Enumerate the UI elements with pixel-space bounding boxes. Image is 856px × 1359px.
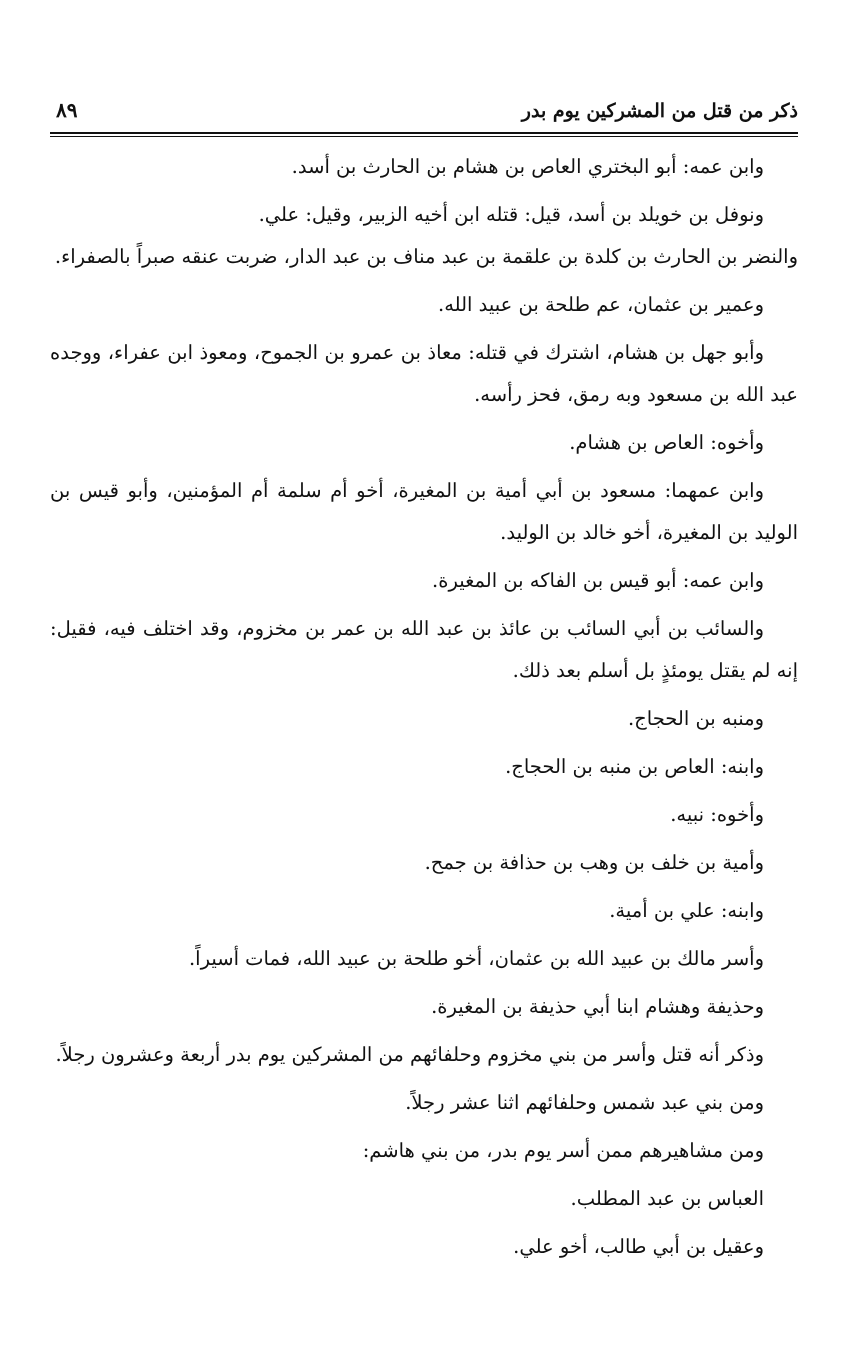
paragraph: وأخوه: العاص بن هشام. <box>569 431 764 454</box>
paragraph: ومنبه بن الحجاج. <box>627 707 764 730</box>
paragraph: وعقيل بن أبي طالب، أخو علي. <box>513 1235 764 1258</box>
paragraph: وابنه: علي بن أمية. <box>609 899 764 922</box>
paragraph: وابن عمه: أبو قيس بن الفاكه بن المغيرة. <box>432 569 764 592</box>
page-header <box>50 96 798 134</box>
body-text <box>50 146 798 1268</box>
paragraph: وأبو جهل بن هشام، اشترك في قتله: معاذ بن عمرو بن الجموح، ومعوذ ابن عفراء، ووجده عبد الله بن مسعود وبه رمق، فحز رأسه. <box>50 341 798 406</box>
page-number: ٨٩ <box>56 98 78 122</box>
paragraph: ونوفل بن خويلد بن أسد، قيل: قتله ابن أخيه الزبير، وقيل: علي. <box>258 203 764 226</box>
paragraph: وذكر أنه قتل وأسر من بني مخزوم وحلفائهم من المشركين يوم بدر أربعة وعشرون رجلاً. <box>55 1043 764 1066</box>
paragraph: ومن مشاهيرهم ممن أسر يوم بدر، من بني هاشم: <box>362 1139 764 1162</box>
paragraph: وأمية بن خلف بن وهب بن حذافة بن جمح. <box>424 851 764 874</box>
paragraph: وابن عمهما: مسعود بن أبي أمية بن المغيرة، أخو أم سلمة أم المؤمنين، وأبو قيس بن الوليد بن المغيرة، أخو خالد بن الوليد. <box>50 479 798 544</box>
book-page <box>50 96 798 1274</box>
paragraph: وعمير بن عثمان، عم طلحة بن عبيد الله. <box>438 293 764 316</box>
paragraph: العباس بن عبد المطلب. <box>570 1187 764 1210</box>
paragraph: وأخوه: نبيه. <box>670 803 764 826</box>
paragraph: وحذيفة وهشام ابنا أبي حذيفة بن المغيرة. <box>431 995 764 1018</box>
paragraph: ومن بني عبد شمس وحلفائهم اثنا عشر رجلاً. <box>405 1091 764 1114</box>
paragraph: والسائب بن أبي السائب بن عائذ بن عبد الله بن عمر بن مخزوم، وقد اختلف فيه، فقيل: إنه لم يقتل يومئذٍ بل أسلم بعد ذلك. <box>50 617 798 682</box>
paragraph: وابنه: العاص بن منبه بن الحجاج. <box>505 755 764 778</box>
paragraph: وابن عمه: أبو البختري العاص بن هشام بن الحارث بن أسد. <box>291 155 764 178</box>
running-title: ذكر من قتل من المشركين يوم بدر <box>521 100 798 122</box>
paragraph: وأسر مالك بن عبيد الله بن عثمان، أخو طلحة بن عبيد الله، فمات أسيراً. <box>188 947 764 970</box>
paragraph: والنضر بن الحارث بن كلدة بن علقمة بن عبد مناف بن عبد الدار، ضربت عنقه صبراً بالصفراء. <box>54 245 798 268</box>
